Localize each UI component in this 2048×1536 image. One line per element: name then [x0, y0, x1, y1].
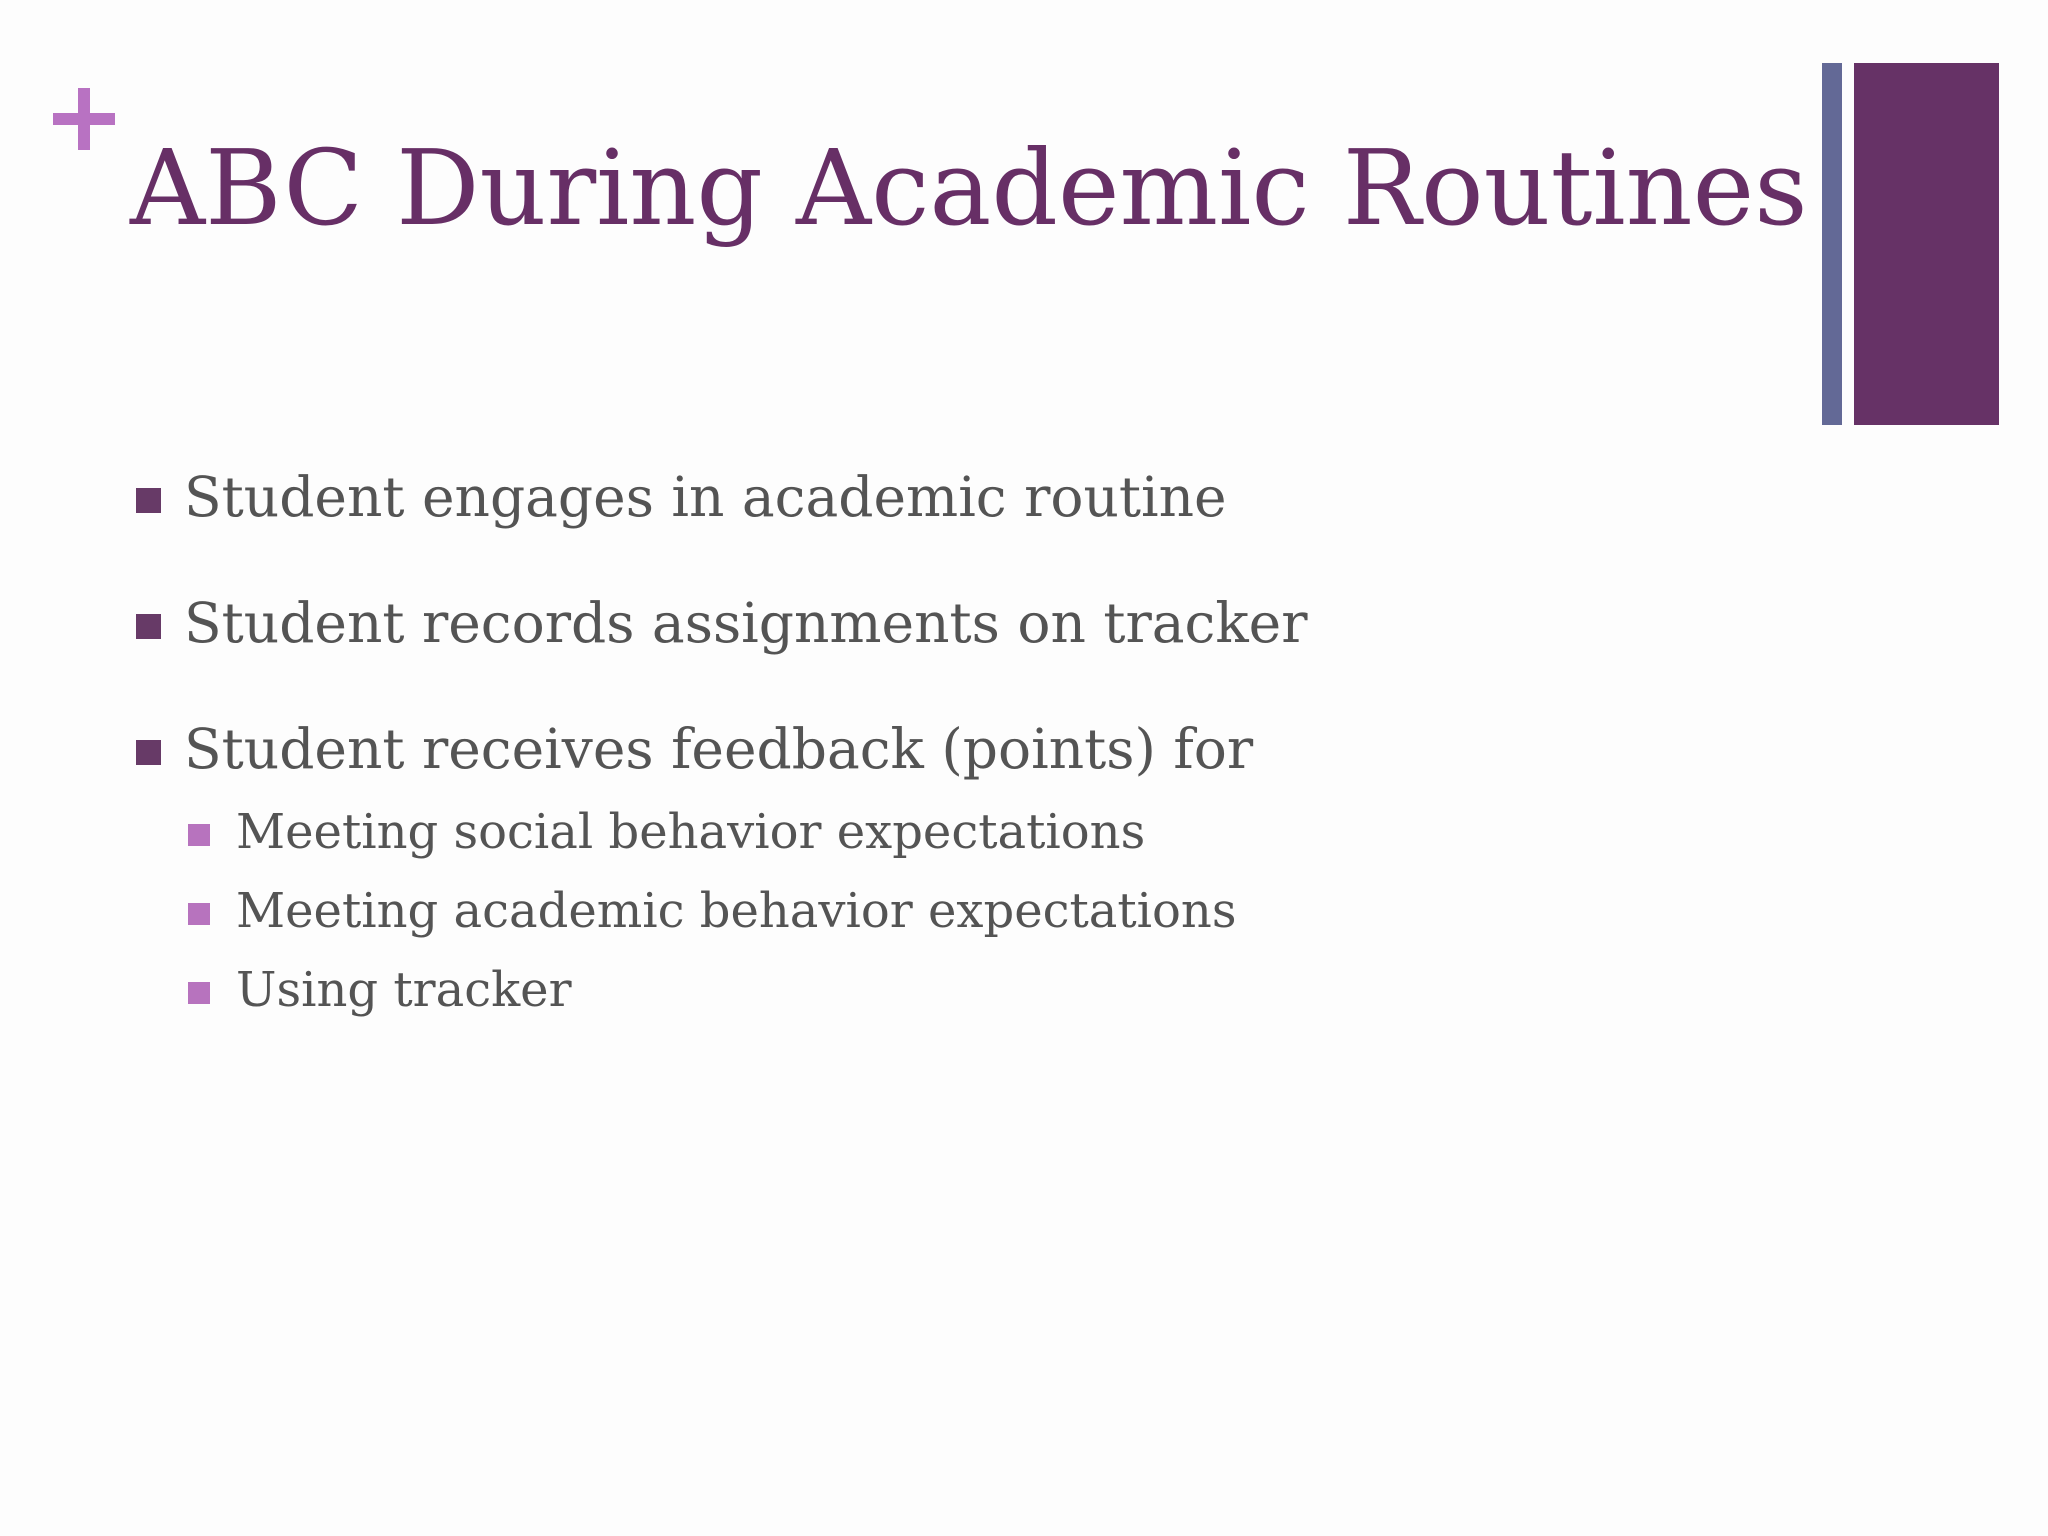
square-bullet-icon	[136, 614, 161, 639]
sub-bullet-text: Meeting academic behavior expectations	[236, 883, 1237, 939]
square-bullet-icon	[136, 740, 161, 765]
square-bullet-icon	[188, 982, 210, 1004]
square-bullet-icon	[136, 488, 161, 513]
sub-bullet-text: Meeting social behavior expectations	[236, 804, 1146, 860]
bullet-text: Student records assignments on tracker	[184, 591, 1308, 655]
bullet-text: Student engages in academic routine	[184, 465, 1227, 529]
slide-title: ABC During Academic Routines	[130, 127, 1808, 249]
square-bullet-icon	[188, 824, 210, 846]
square-bullet-icon	[188, 903, 210, 925]
sub-bullet-text: Using tracker	[236, 962, 572, 1018]
bullet-text: Student receives feedback (points) for	[184, 717, 1254, 781]
